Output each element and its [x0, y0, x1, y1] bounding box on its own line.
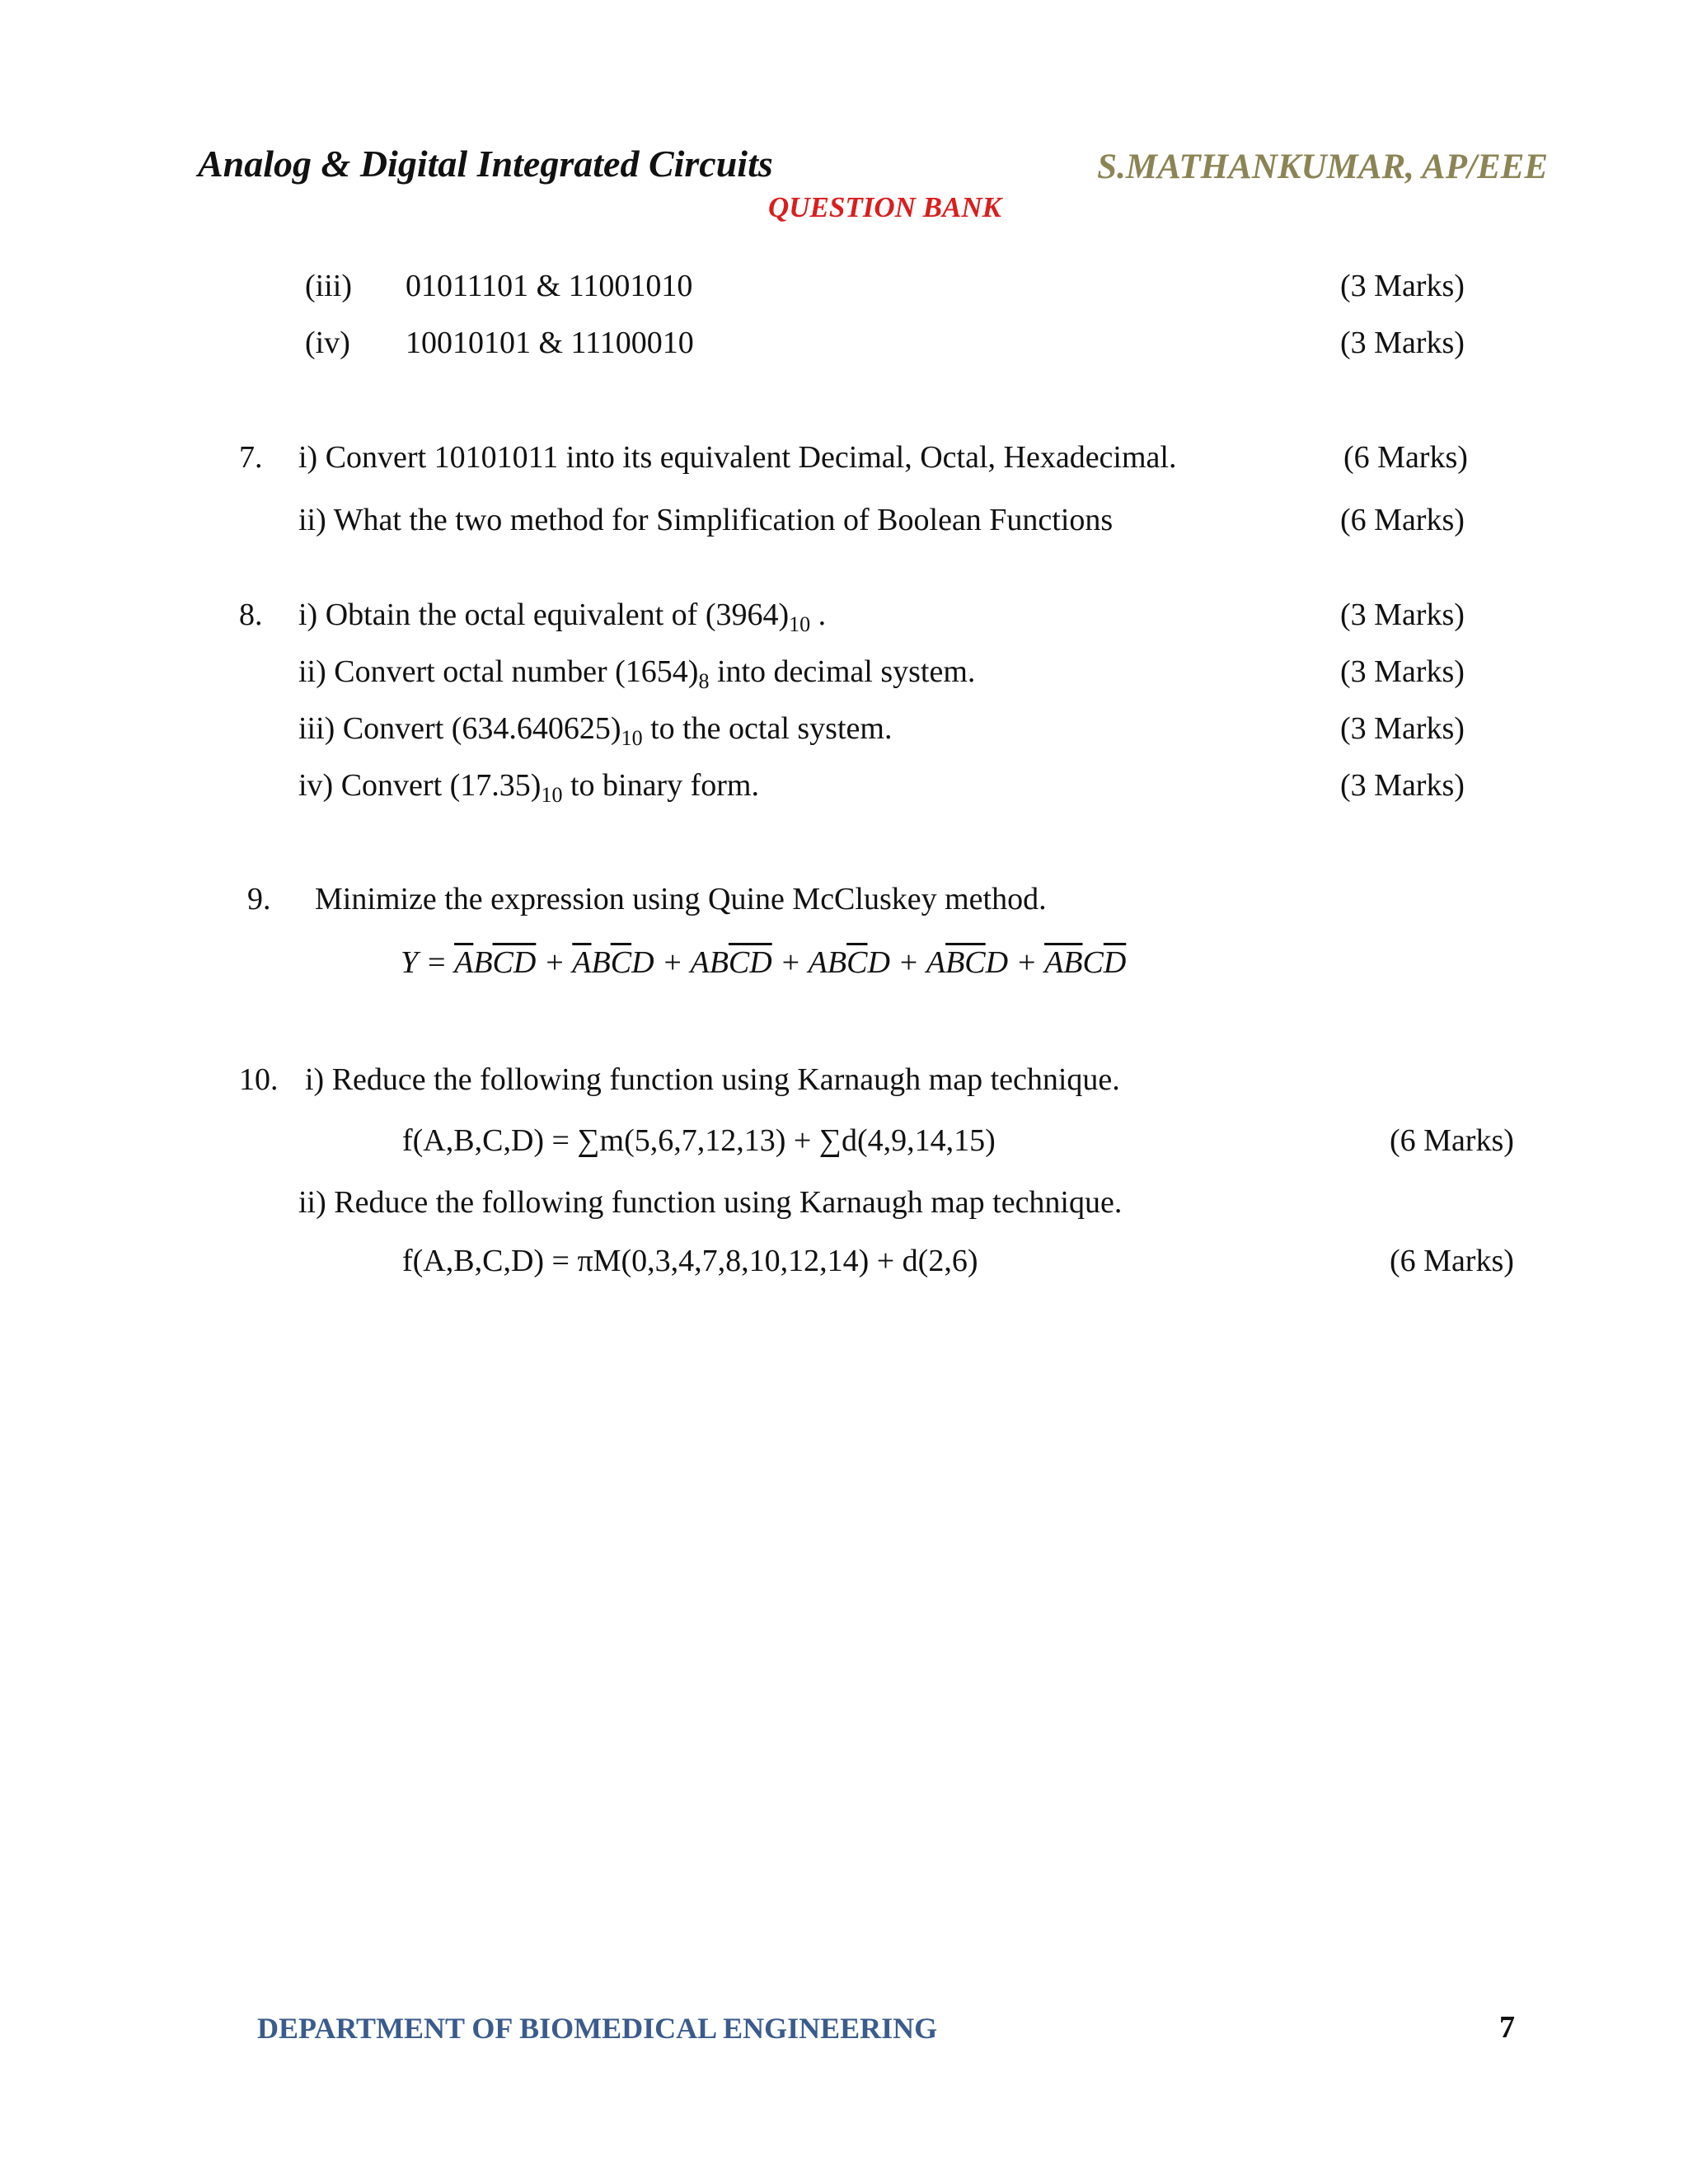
q10-equation-2: f(A,B,C,D) = πM(0,3,4,7,8,10,12,14) + d(2,6): [402, 1244, 978, 1278]
q9-number: 9.: [247, 882, 271, 916]
q7-part-2: ii) What the two method for Simplification of Boolean Functions: [298, 503, 1114, 537]
q8-part-2-marks: (3 Marks): [1340, 654, 1465, 689]
document-title: Analog & Digital Integrated Circuits: [198, 143, 773, 185]
page-number: 7: [1499, 2010, 1515, 2045]
q10-part-2-marks: (6 Marks): [1390, 1244, 1514, 1278]
q6-part-iv-text: 10010101 & 11100010: [406, 326, 694, 360]
q8-part-3: iii) Convert $(634.640625)_{10}$ to the octal system.: [298, 711, 893, 750]
q7-number: 7.: [239, 440, 263, 475]
q10-part-1-marks: (6 Marks): [1390, 1123, 1514, 1158]
q7-part-1-marks: (6 Marks): [1343, 440, 1468, 475]
document-subtitle: QUESTION BANK: [768, 191, 1001, 223]
q9-text: Minimize the expression using Quine McCluskey method.: [315, 882, 1047, 916]
q8-part-3-marks: (3 Marks): [1340, 711, 1465, 746]
q7-part-1: i) Convert 10101011 into its equivalent Decimal, Octal, Hexadecimal.: [298, 440, 1177, 475]
q8-part-4-marks: (3 Marks): [1340, 768, 1465, 803]
q10-part-1: i) Reduce the following function using Karnaugh map technique.: [305, 1062, 1120, 1097]
q10-part-2: ii) Reduce the following function using Karnaugh map technique.: [298, 1185, 1123, 1220]
q8-part-2: ii) Convert octal number $(1654)_8$ into decimal system.: [298, 654, 976, 693]
q8-part-4: iv) Convert $(17.35)_{10}$ to binary form.: [298, 768, 759, 807]
q6-part-iv-marks: (3 Marks): [1340, 326, 1465, 360]
q8-part-1-marks: (3 Marks): [1340, 598, 1465, 632]
q8-number: 8.: [239, 598, 263, 632]
q6-part-iii-marks: (3 Marks): [1340, 269, 1465, 303]
q10-equation-1: f(A,B,C,D) = ∑m(5,6,7,12,13) + ∑d(4,9,14,15): [402, 1123, 996, 1158]
q7-part-2-marks: (6 Marks): [1340, 503, 1465, 537]
footer-department: DEPARTMENT OF BIOMEDICAL ENGINEERING: [257, 2012, 938, 2045]
q9-boolean-expression: $Y = \overline{A}B\overline{CD} + \overline{A}B\overline{C}D + AB\overline{CD} + AB\overline{C}D + A\overline{BC}D + \overline{AB}C\overline{D}$: [401, 945, 1127, 980]
q6-part-iv-number: (iv): [305, 326, 350, 360]
q6-part-iii-text: 01011101 & 11001010: [406, 269, 693, 303]
q10-number: 10.: [239, 1062, 279, 1097]
q8-part-1: i) Obtain the octal equivalent of $(3964)_{10}$ .: [298, 598, 827, 636]
q6-part-iii-number: (iii): [305, 269, 352, 303]
author-name: S.MATHANKUMAR, AP/EEE: [1097, 148, 1548, 186]
